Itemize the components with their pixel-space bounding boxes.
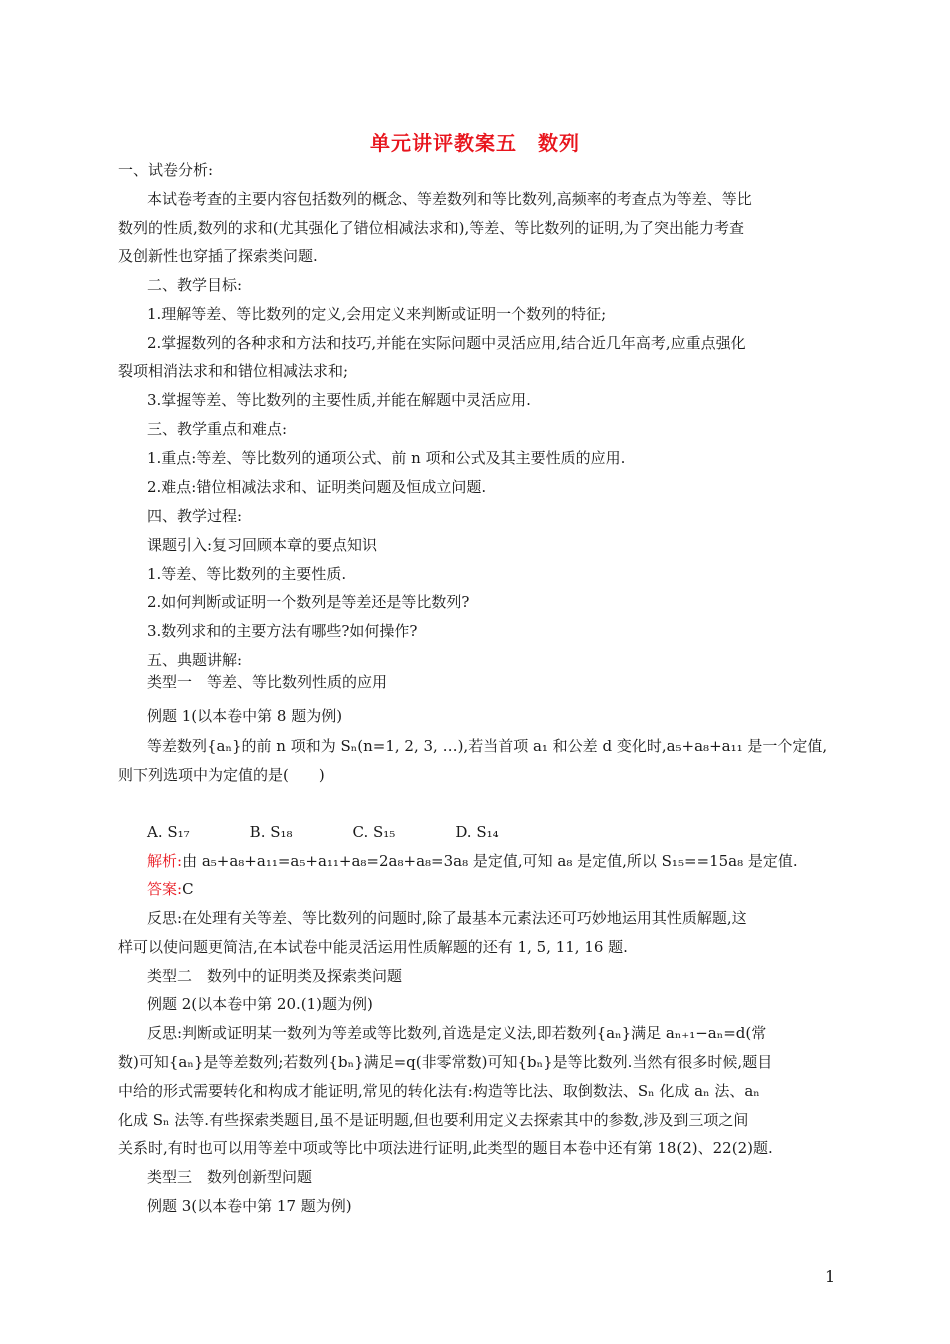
paragraph-line: 中给的形式需要转化和构成才能证明,常见的转化法有:构造等比法、取倒数法、Sₙ 化成 aₙ 法、aₙ [118,1082,760,1100]
subsection-heading: 类型三 数列创新型问题 [147,1168,313,1186]
section-heading: 四、教学过程: [147,507,243,525]
example-heading: 例题 1(以本卷中第 8 题为例) [147,707,343,725]
list-item: 2.难点:错位相减法求和、证明类问题及恒成立问题. [147,478,487,496]
subsection-heading: 类型二 数列中的证明类及探索类问题 [147,967,403,985]
list-item: 1.等差、等比数列的主要性质. [147,565,347,583]
question-line: 则下列选项中为定值的是( ) [118,766,325,784]
answer-line [147,879,867,899]
answer-options: A. S₁₇ B. S₁₈ C. S₁₅ D. S₁₄ [147,823,499,841]
example-heading: 例题 3(以本卷中第 17 题为例) [147,1197,352,1215]
paragraph-line: 及创新性也穿插了探索类问题. [118,247,318,265]
question-line: 等差数列{aₙ}的前 n 项和为 Sₙ(n=1, 2, 3, …),若当首项 a₁ 和公差 d 变化时,a₅+a₈+a₁₁ 是一个定值, [147,737,828,755]
analysis-text: 由 a₅+a₈+a₁₁=a₅+a₁₁+a₈=2a₈+a₈=3a₈ 是定值,可知 a₈ 是定值,所以 S₁₅==15a₈ 是定值. [182,852,798,870]
answer-value: C [182,880,194,898]
paragraph-line: 化成 Sₙ 法等.有些探索类题目,虽不是证明题,但也要利用定义去探索其中的参数,涉及到三项之间 [118,1111,749,1129]
list-item: 1.理解等差、等比数列的定义,会用定义来判断或证明一个数列的特征; [147,305,607,323]
analysis-line [147,851,867,871]
section-heading: 五、典题讲解: [147,651,243,669]
section-heading: 一、试卷分析: [118,161,214,179]
example-heading: 例题 2(以本卷中第 20.(1)题为例) [147,995,373,1013]
list-item: 2.掌握数列的各种求和方法和技巧,并能在实际问题中灵活应用,结合近几年高考,应重点强化 [147,334,746,352]
page-title: 单元讲评教案五 数列 [370,131,580,155]
section-heading: 三、教学重点和难点: [147,420,288,438]
section-heading: 二、教学目标: [147,276,243,294]
answer-label: 答案: [147,880,183,898]
paragraph-line: 数列的性质,数列的求和(尤其强化了错位相减法求和),等差、等比数列的证明,为了突出能力考查 [118,219,745,237]
paragraph-line: 反思:判断或证明某一数列为等差或等比数列,首选是定义法,即若数列{aₙ}满足 aₙ₊₁−aₙ=d(常 [147,1024,767,1042]
page-number: 1 [825,1267,836,1286]
list-item-continued: 裂项相消法求和和错位相减法求和; [118,362,349,380]
paragraph-line: 本试卷考查的主要内容包括数列的概念、等差数列和等比数列,高频率的考查点为等差、等比 [147,190,752,208]
paragraph-line: 数)可知{aₙ}是等差数列;若数列{bₙ}满足=q(非零常数)可知{bₙ}是等比数列.当然有很多时候,题目 [118,1053,773,1071]
paragraph-line: 关系时,有时也可以用等差中项或等比中项法进行证明,此类型的题目本卷中还有第 18(2)、22(2)题. [118,1139,773,1157]
paragraph-line: 样可以使问题更简洁,在本试卷中能灵活运用性质解题的还有 1, 5, 11, 16 题. [118,938,628,956]
list-item: 3.数列求和的主要方法有哪些?如何操作? [147,622,418,640]
analysis-label: 解析: [147,852,183,870]
paragraph-line: 课题引入:复习回顾本章的要点知识 [147,536,378,554]
list-item: 2.如何判断或证明一个数列是等差还是等比数列? [147,593,470,611]
subsection-heading: 类型一 等差、等比数列性质的应用 [147,673,388,691]
list-item: 1.重点:等差、等比数列的通项公式、前 n 项和公式及其主要性质的应用. [147,449,626,467]
paragraph-line: 反思:在处理有关等差、等比数列的问题时,除了最基本元素法还可巧妙地运用其性质解题,这 [147,909,747,927]
list-item: 3.掌握等差、等比数列的主要性质,并能在解题中灵活应用. [147,391,531,409]
